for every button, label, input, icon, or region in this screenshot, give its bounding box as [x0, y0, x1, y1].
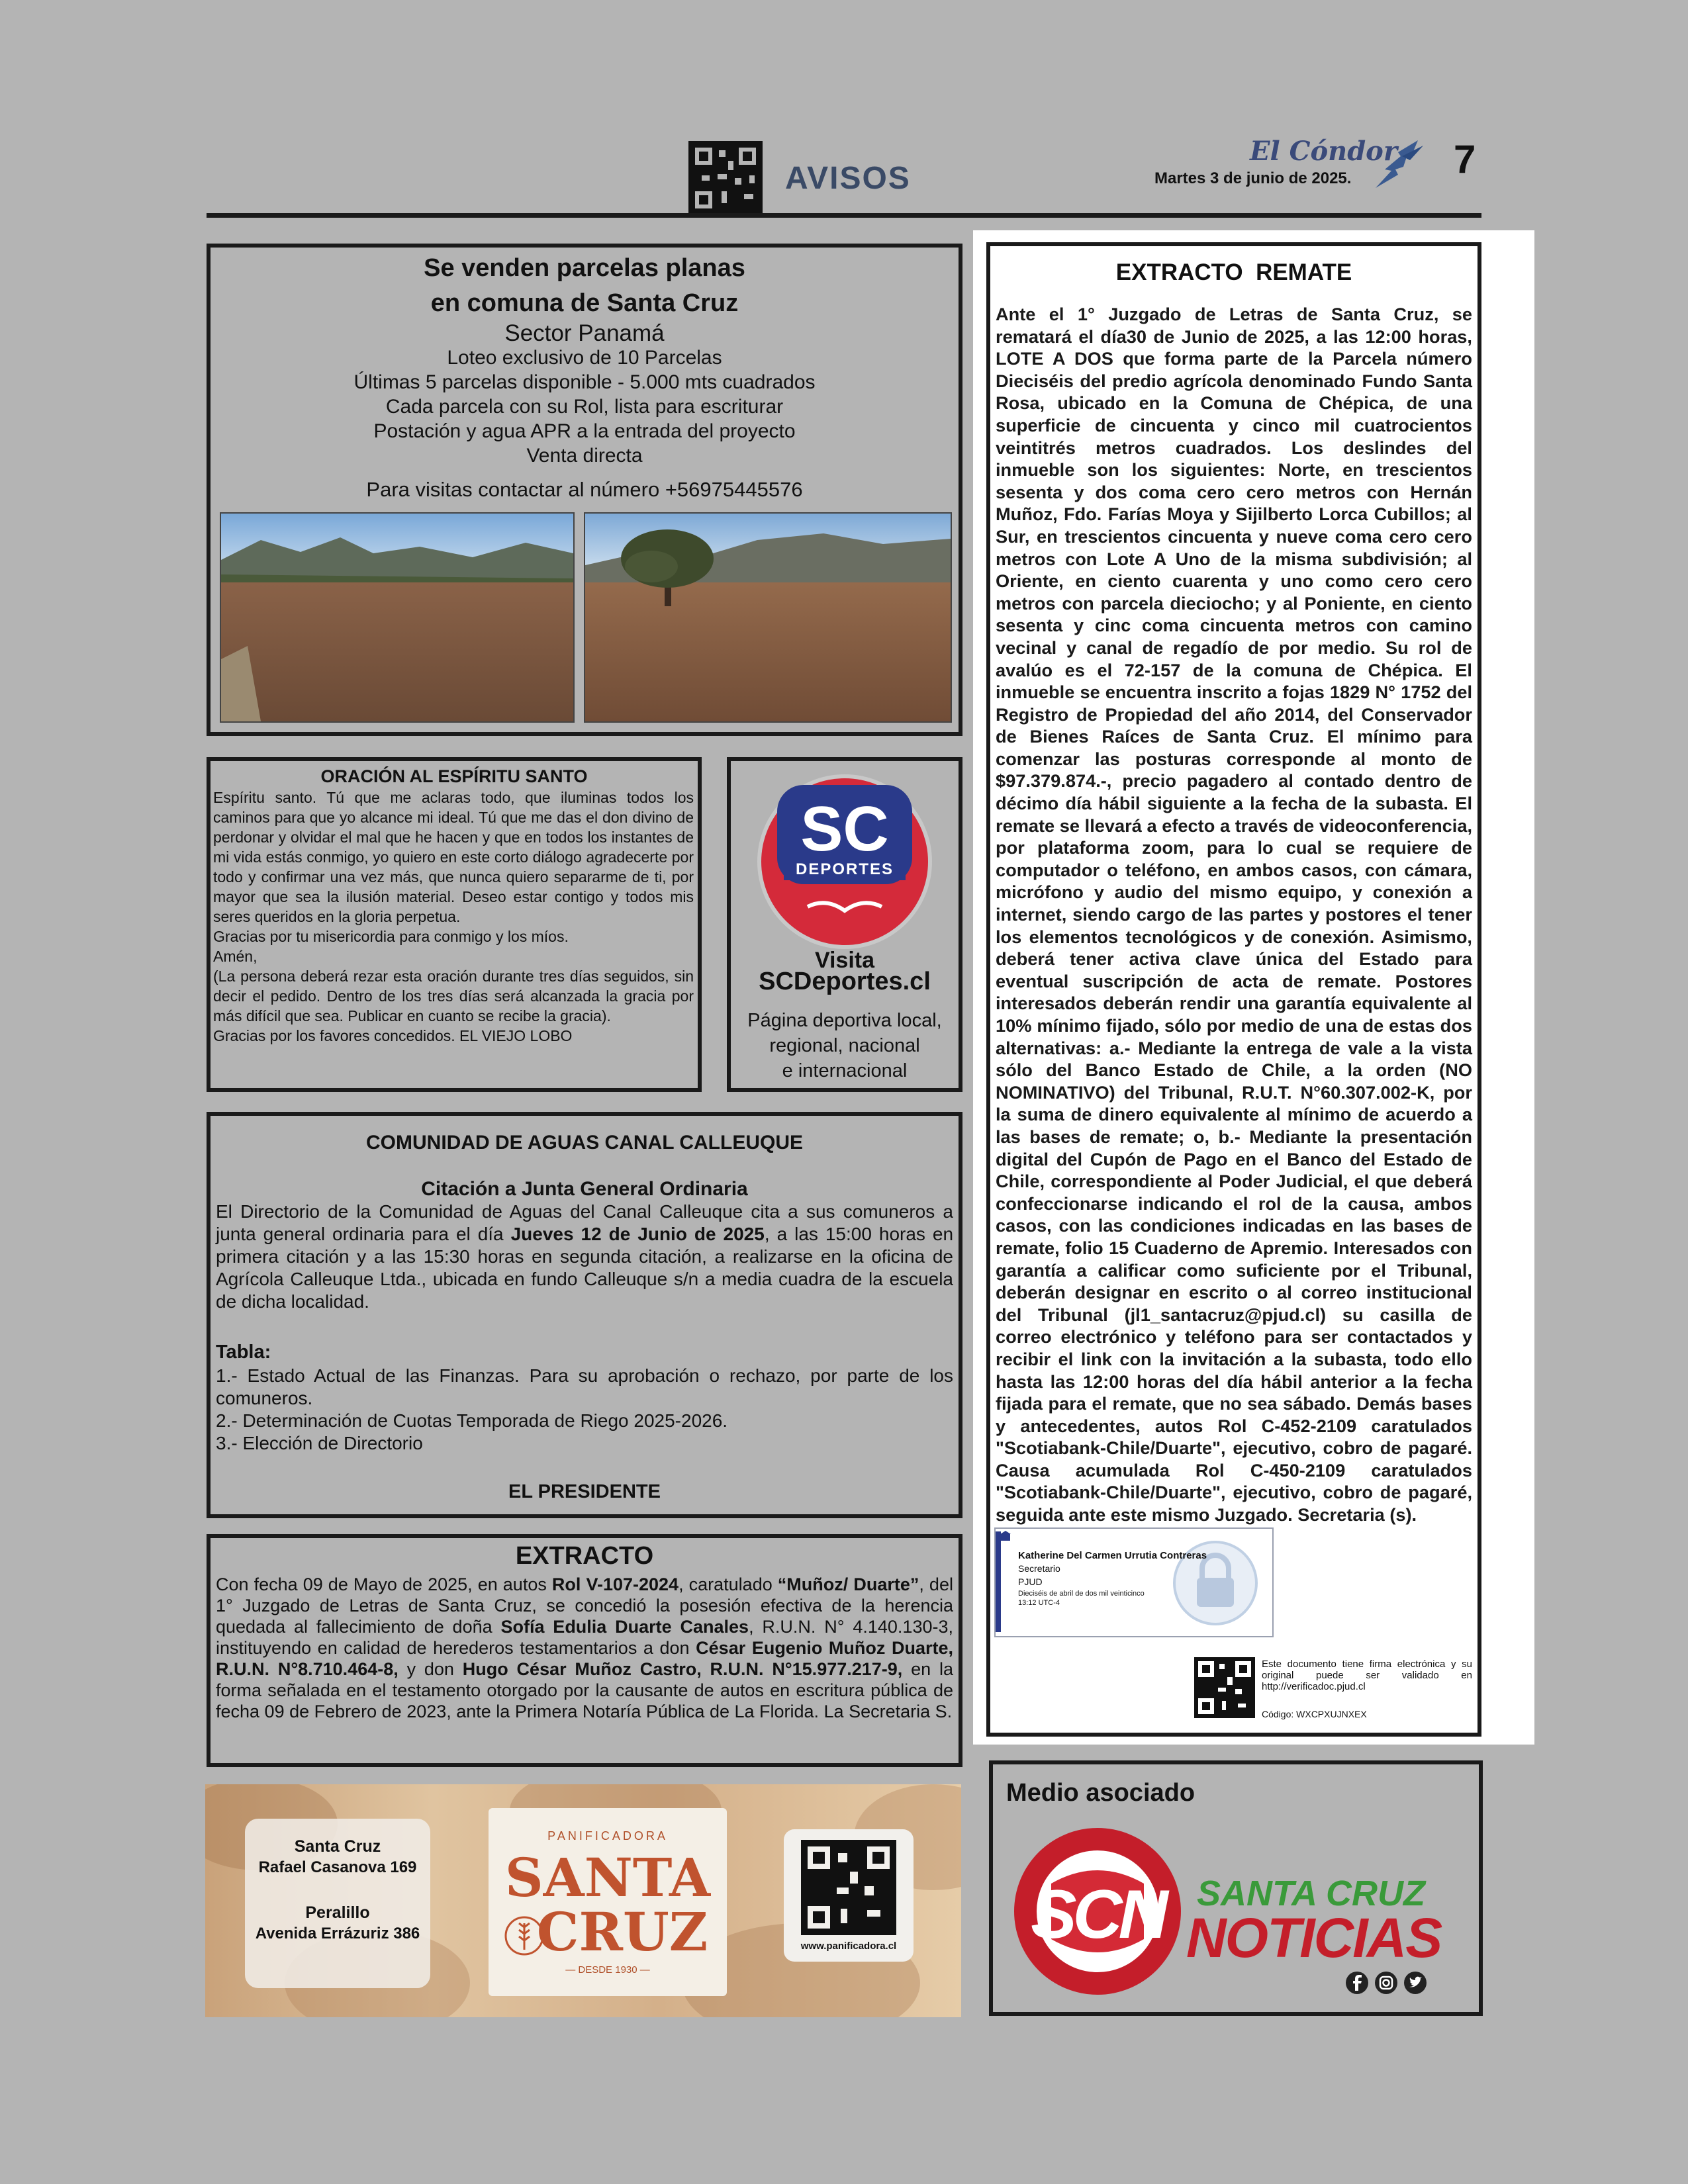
parcelas-line-2: Últimas 5 parcelas disponible - 5.000 mts cuadrados [353, 371, 816, 393]
extracto-body [216, 1574, 953, 1722]
panificadora-since: — DESDE 1930 — [565, 1964, 650, 1976]
signature-date: Dieciséis de abril de dos mil veinticinco [1018, 1590, 1145, 1598]
panificadora-url[interactable]: www.panificadora.cl [800, 1940, 897, 1952]
oracion-note: (La persona deberá rezar esta oración durante tres días seguidos, sin decir el pedido. Dentro de los tres días será alcanzada la gracia por más difícil que sea. Publicar en cuanto se recibe la gracia). [213, 968, 694, 1024]
comunidad-ad [207, 1112, 962, 1518]
comunidad-item-3: 3.- Elección de Directorio [216, 1433, 423, 1453]
comunidad-subtitle: Citación a Junta General Ordinaria [421, 1178, 748, 1200]
masthead: El Cóndor [1250, 136, 1397, 167]
signature-time: 13:12 UTC-4 [1018, 1599, 1060, 1607]
signature-org: PJUD [1018, 1576, 1043, 1587]
oracion-signature: Gracias por los favores concedidos. EL VIEJO LOBO [213, 1027, 573, 1044]
oracion-title: ORACIÓN AL ESPÍRITU SANTO [320, 766, 588, 786]
comunidad-date: Jueves 12 de Junio de 2025 [510, 1224, 765, 1244]
comunidad-item-1: 1.- Estado Actual de las Finanzas. Para su aprobación o rechazo, por parte de los comuneros. [216, 1365, 953, 1408]
scdeportes-desc-2: regional, nacional [769, 1035, 920, 1056]
verify-qr-code [1194, 1657, 1255, 1718]
extracto-heredero-1: César Eugenio Muñoz Duarte, R.U.N. N°8.710.464-8, [216, 1638, 953, 1679]
parcela-photo-2 [584, 512, 952, 723]
header-date: Martes 3 de junio de 2025. [1154, 169, 1352, 187]
extracto-t1: Con fecha 09 de Mayo de 2025, en autos [216, 1574, 547, 1594]
comunidad-p1: El Directorio de la Comunidad de Aguas del Canal Calleuque cita a sus comuneros a junta general ordinaria para el día [216, 1201, 953, 1244]
extracto-heredero-2: Hugo César Muñoz Castro, R.U.N. N°15.977.217-9, [462, 1659, 903, 1679]
comunidad-tabla-label: Tabla: [216, 1342, 271, 1363]
panificadora-qr-code [801, 1840, 896, 1935]
remate-body: Ante el 1° Juzgado de Letras de Santa Cruz, se rematará el día30 de Junio de 2025, a las 12:00 horas, LOTE A DOS que forma parte de la Parcela número Dieciséis del predio agrícola denominado Fundo Santa Rosa, ubicado en la Comuna de Chépica, de una superficie de cincuenta y cinco mil cuatrocientos veintitrés metros cuadrados. Los deslindes del inmueble son los siguientes: Norte, en trescientos sesenta y dos coma cero cero metros con Hernán Muñoz, Fdo. Farías Moya y Sijilberto Lorca Cubillos; al Sur, en trescientos cincuenta y nueve coma cero cero metros con Lote A Uno de la misma subdivisión; al Oriente, en ciento cuarenta y uno como cero cero metros con parcela dieciocho; y al Poniente, en ciento sesenta y cinc coma cincuenta metros con camino vecinal y canal de regadío de por medio. Su rol de avalúo es el 72-157 de la comuna de Chépica. El inmueble se encuentra inscrito a fojas 1829 N° 1752 del Registro de Propiedad del año 2014, del Conservador de Bienes Raíces de Santa Cruz. El mínimo para comenzar las posturas corresponde al monto de $97.379.874.-, precio pagadero al contado dentro de décimo día hábil siguiente a la fecha de la subasta. El remate se llevará a efecto a través de videoconferencia, por plataforma zoom, para lo cual se requiere de computador o teléfono, en ambos casos, con cámara, micrófono y audio del mismo equipo, y conexión a internet, siendo cargo de las partes y postores el tener los elementos tecnológicos y de conexión. Asimismo, deberá tener activa clave única del Estado para eventual suscripción de acta de remate. Postores interesados deberán rendir una garantía equivalente al 10% mínimo fijado, sólo por medio de una de estas dos alternativas: a.- Mediante la entrega de vale a la vista sólo del Banco Estado de Chile, a la orden (NO NOMINATIVO) del Tribunal, R.U.T. N°60.307.002-K, por la suma de dinero equivalente al mínimo de acuerdo a las bases de remate; o, b.- Mediante la presentación digital del Cupón de Pago en el Banco del Estado de Chile, correspondiente al Poder Judicial, el que deberá confeccionarse indicando el rol de la causa, ambos casos, con las condiciones indicadas en las bases de remate, folio 15 Cuaderno de Apremio. Interesados con garantía a calificar como suficiente por el Tribunal, deberán designar en escrito o al correo institucional del Tribunal (jl1_santacruz@pjud.cl) su casilla de correo electrónico y teléfono para ser contactados y recibir el link con la invitación a la subasta, todo ello hasta las 12:00 horas del día hábil anterior a la fecha fijada para el remate, que no sea sábado. Demás bases y antecedentes, autos Rol C-452-2109 caratulados "Scotiabank-Chile/Duarte", ejecutivo, cobro de pagaré. Causa acumulada Rol C-450-2109 caratulados "Scotiabank-Chile/Duarte", ejecutivo, cobro de pagaré, seguida ante este mismo Juzgado. Secretaria (s). [996, 304, 1472, 1525]
panificadora-brand-2: CRUZ [536, 1901, 708, 1963]
signature-role: Secretario [1018, 1563, 1060, 1574]
scdeportes-site-link[interactable]: SCDeportes.cl [759, 968, 931, 995]
extracto-t2: , caratulado [679, 1574, 773, 1594]
scdeportes-logo-sub: DEPORTES [795, 860, 894, 878]
header-qr-code [688, 141, 763, 215]
scn-name-1: SANTA CRUZ [1197, 1874, 1425, 1913]
oracion-thanks: Gracias por tu misericordia para conmigo y los míos. [213, 928, 569, 945]
signature-name: Katherine Del Carmen Urrutia Contreras [1018, 1550, 1207, 1561]
loc1-address: Rafael Casanova 169 [258, 1858, 417, 1876]
facebook-icon[interactable] [1345, 1971, 1369, 1995]
comunidad-body [216, 1201, 953, 1313]
verify-text: Este documento tiene firma electrónica y su original puede ser validado en http://verificadoc.pjud.cl [1262, 1659, 1472, 1692]
extracto-rol: Rol V-107-2024 [551, 1574, 679, 1594]
comunidad-tabla [216, 1365, 953, 1455]
scn-label: Medio asociado [1006, 1779, 1196, 1807]
parcelas-line-5: Venta directa [526, 445, 643, 467]
court-icon [1000, 1530, 1011, 1542]
comunidad-item-2: 2.- Determinación de Cuotas Temporada de Riego 2025-2026. [216, 1410, 728, 1431]
scdeportes-logo-text: SC [800, 794, 889, 864]
extracto-causante: Sofía Edulia Duarte Canales [500, 1617, 749, 1637]
scdeportes-desc-1: Página deportiva local, [747, 1010, 942, 1031]
remate-title: EXTRACTO REMATE [1115, 259, 1352, 285]
parcelas-line-3: Cada parcela con su Rol, lista para escriturar [385, 396, 784, 418]
extracto-t6: en la forma señalada en el testamento otorgado por la causante de autos en escritura pública de fecha 09 de Febrero de 2023, ante la Primera Notaría Pública de La Florida. La Secretaria S. [216, 1659, 953, 1721]
instagram-icon[interactable] [1374, 1971, 1398, 1995]
header-rule-right [771, 213, 1481, 218]
signature-bar [996, 1531, 1001, 1632]
scdeportes-desc-3: e internacional [782, 1060, 908, 1081]
oracion-text [213, 788, 694, 1046]
panificadora-brand-top: PANIFICADORA [547, 1829, 668, 1843]
scn-logo-text: SCN [1031, 1876, 1164, 1953]
oracion-amen: Amén, [213, 948, 258, 965]
parcelas-title-2: en comuna de Santa Cruz [430, 289, 739, 317]
extracto-title: EXTRACTO [515, 1542, 654, 1570]
condor-icon [1372, 136, 1425, 192]
parcelas-sector: Sector Panamá [504, 320, 665, 346]
panificadora-brand-1: SANTA [504, 1846, 711, 1909]
loc2-address: Avenida Errázuriz 386 [255, 1925, 420, 1942]
twitter-icon[interactable] [1403, 1971, 1427, 1995]
extracto-caratula: “Muñoz/ Duarte” [777, 1574, 919, 1594]
parcelas-contact: Para visitas contactar al número +56975445576 [366, 478, 803, 501]
comunidad-p1-rest: , a las 15:00 horas en primera citación y a las 15:30 horas en segunda citación, a realizarse en la oficina de Agrícola Calleuque Ltda., ubicada en fundo Calleuque s/n a media cuadra de la escuela de dicha localidad. [216, 1224, 954, 1312]
extracto-t5: y don [406, 1659, 454, 1679]
wheat-icon [504, 1913, 544, 1959]
loc2-name: Peralillo [305, 1903, 370, 1922]
comunidad-title: COMUNIDAD DE AGUAS CANAL CALLEUQUE [366, 1132, 803, 1154]
parcelas-title-1: Se venden parcelas planas [424, 254, 745, 282]
comunidad-signature: EL PRESIDENTE [508, 1481, 661, 1502]
extracto-t4: , R.U.N. N° 4.140.130-3, instituyendo en calidad de herederos testamentarios a don [216, 1617, 953, 1658]
extracto-t3: , del 1° Juzgado de Letras de Santa Cruz, se concedió la posesión efectiva de la herencia quedada al fallecimiento de doña [216, 1574, 953, 1637]
page-number: 7 [1454, 137, 1476, 181]
loc1-name: Santa Cruz [294, 1837, 381, 1856]
parcela-photo-1 [220, 512, 575, 723]
parcelas-line-4: Postación y agua APR a la entrada del proyecto [373, 420, 796, 442]
verify-code: Código: WXCPXUJNXEX [1262, 1709, 1367, 1719]
oracion-body: Espíritu santo. Tú que me aclaras todo, que iluminas todos los caminos para que yo alcance mi ideal. Tú que me das el don divino de perdonar y olvidar el mal que he hacen y que en todos los instantes de mi vida estás conmigo, yo quiero en este corto diálogo agradecerte por todo y confirmar una vez más, que nunca quiero separarme de ti, por mayor que sea la ilusión material. Deseo estar contigo y todos mis seres queridos en la gloria perpetua. [213, 789, 694, 925]
parcelas-line-1: Loteo exclusivo de 10 Parcelas [447, 347, 722, 369]
scn-name-2: NOTICIAS [1186, 1907, 1442, 1969]
scdeportes-visit: Visita [814, 948, 875, 973]
section-title: AVISOS [785, 161, 911, 196]
